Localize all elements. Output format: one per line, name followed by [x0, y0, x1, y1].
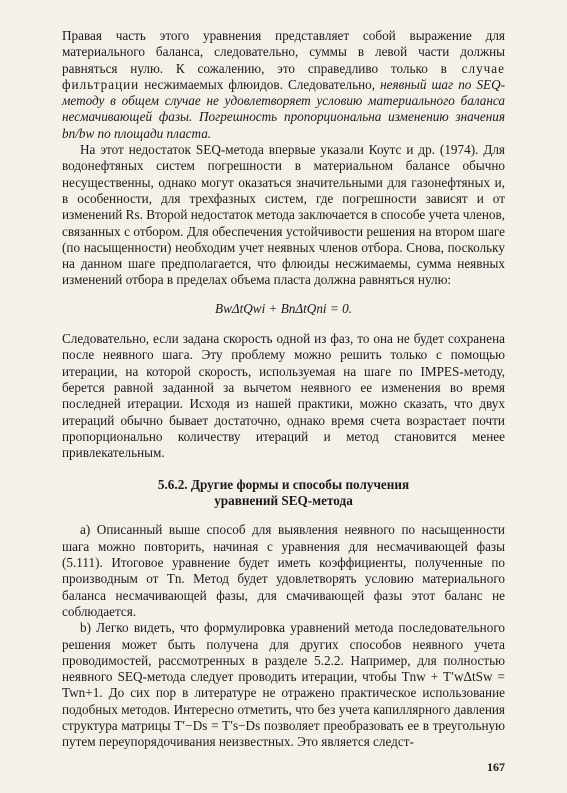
- paragraph-5: b) Легко видеть, что формулировка уравнений метода последовательного решения может быть получена для других способов неявного учета проводимостей, рассмотренных в разделе 5.2.2. Например, для полностью неявного SEQ-метода следует проводить итерации, чтобы Tnw + T′wΔtSw = Twn+1. До сих пор в литературе не отражено практическое использование подобных методов. Интересно отметить, что без учета капиллярного давления структура матрицы T′−Ds = T′s−Ds позволяет преобразовать ее в треугольную путем переупорядочивания неизвестных. Это является следст-: [62, 620, 505, 750]
- body-text: [62, 28, 505, 751]
- page-number: 167: [487, 760, 505, 774]
- paragraph-4: а) Описанный выше способ для выявления неявного по насыщенности шага можно повторить, начиная с уравнения для несмачивающей фазы (5.111). Итоговое уравнение будет иметь коэффициенты, полученные по производным от Tn. Метод будет удовлетворять условию материального баланса несмачивающей фазы, для смачивающей фазы этот баланс не соблюдается.: [62, 522, 505, 619]
- paragraph-1-spaced-phrase: в случае фильтрации: [62, 60, 505, 92]
- paragraph-2: На этот недостаток SEQ-метода впервые указали Коутс и др. (1974). Для водонефтяных систем погрешности в материальном балансе обычно несущественны, однако могут оказаться значительными для газонефтяных и, в особенности, для трехфазных систем, где погрешности зависят и от изменений Rs. Второй недостаток метода заключается в способе учета членов, связанных с отбором. Для обеспечения устойчивости решения на втором шаге (по насыщенности) необходим учет неявных членов отбора. Снова, поскольку на данном шаге предполагается, что флюиды несжимаемы, сумма неявных изменений отбора в пределах объема пласта должна равняться нулю:: [62, 142, 505, 288]
- section-heading-line-2: уравнений SEQ-метода: [214, 492, 353, 508]
- paragraph-1-part-c: несжимаемых флюидов. Следовательно,: [139, 76, 381, 92]
- paragraph-3: Следовательно, если задана скорость одной из фаз, то она не будет сохранена после неявного шага. Эту проблему можно решить только с помощью итерации, на которой скорость, используемая на шаге по IMPES-методу, берется равной заданной за вычетом неявного ее изменения во время последней итерации. Исходя из нашей практики, можно сказать, что двух итераций обычно бывает достаточно, однако время счета возрастает почти пропорционально количеству итераций и метод становится менее привлекательным.: [62, 331, 505, 461]
- paragraph-1: [62, 28, 505, 142]
- paragraph-1-italic-statement: неявный шаг по SEQ-методу в общем случае не удовлетворяет условию материального баланса несмачивающей фазы. Погрешность пропорциональна изменению значения bn/bw по площади пласта.: [62, 76, 506, 141]
- paragraph-1-part-a: Правая часть этого уравнения представляет собой выражение для материального баланса, следовательно, суммы в левой части должны равняться нулю. К сожалению, это справедливо только: [62, 28, 505, 76]
- section-heading-line-1: 5.6.2. Другие формы и способы получения: [157, 477, 410, 493]
- section-heading: [62, 477, 505, 508]
- balance-formula: BwΔtQwi + BnΔtQni = 0.: [215, 300, 352, 316]
